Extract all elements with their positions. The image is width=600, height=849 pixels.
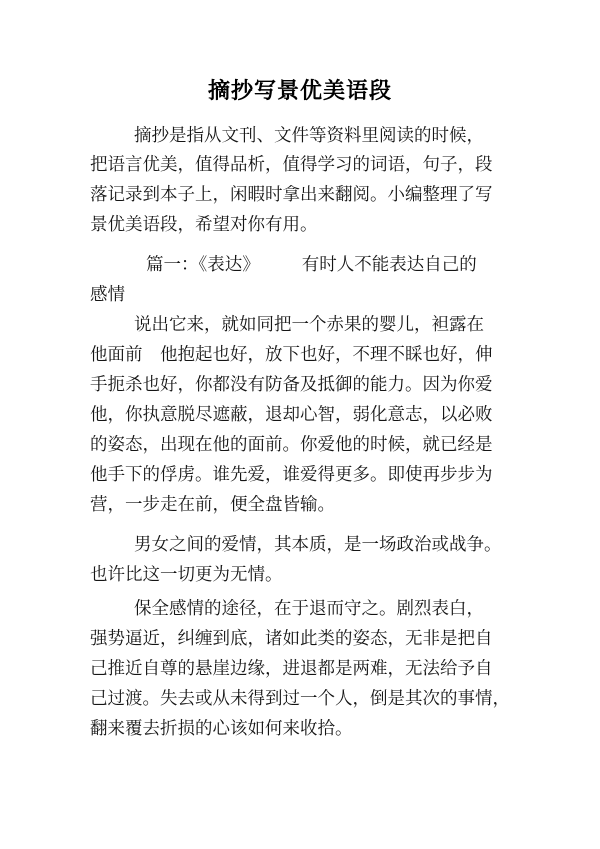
paragraph-1-line: 营，一步走在前，便全盘皆输。: [90, 495, 335, 515]
section-label: 篇一：《表达》: [146, 255, 260, 275]
paragraph-1-line: 手扼杀也好，你都没有防备及抵御的能力。因为你爱: [90, 375, 493, 395]
paragraph-1-line: 他手下的俘虏。谁先爱，谁爱得更多。即使再步步为: [90, 465, 493, 485]
paragraph-1-line: 的姿态，出现在他的面前。你爱他的时候，就已经是: [90, 435, 493, 455]
intro-line: 把语言优美，值得品析，值得学习的词语，句子，段: [90, 155, 493, 175]
paragraph-3-line: 翻来覆去折损的心该如何来收拾。: [90, 719, 353, 739]
section-continuation: 感情: [90, 285, 125, 305]
paragraph-3-line: 保全感情的途径，在于退而守之。剧烈表白，: [134, 599, 484, 619]
paragraph-3-line: 己推近自尊的悬崖边缘，进退都是两难，无法给予自: [90, 659, 493, 679]
paragraph-3-line: 强势逼近，纠缠到底，诸如此类的姿态，无非是把自: [90, 629, 493, 649]
paragraph-1-line: 他，你执意脱尽遮蔽，退却心智，弱化意志，以必败: [90, 405, 493, 425]
section-first-sentence: 有时人不能表达自己的: [301, 255, 477, 275]
intro-line: 落记录到本子上，闲暇时拿出来翻阅。小编整理了写: [90, 185, 493, 205]
paragraph-2-line: 男女之间的爱情，其本质，是一场政治或战争。: [134, 535, 502, 555]
section-heading-line: [146, 253, 477, 277]
paragraph-1-line: 说出它来，就如同把一个赤果的婴儿，袒露在: [134, 315, 484, 335]
paragraph-3-line: 己过渡。失去或从未得到过一个人，倒是其次的事情，: [90, 689, 510, 709]
paragraph-2-line: 也许比这一切更为无情。: [90, 565, 283, 585]
intro-line: 景优美语段，希望对你有用。: [90, 215, 318, 235]
document-title: 摘抄写景优美语段: [207, 78, 392, 104]
intro-line: 摘抄是指从文刊、文件等资料里阅读的时候，: [134, 126, 484, 146]
paragraph-1-line: 他面前 他抱起也好，放下也好，不理不睬也好，伸: [90, 345, 493, 365]
